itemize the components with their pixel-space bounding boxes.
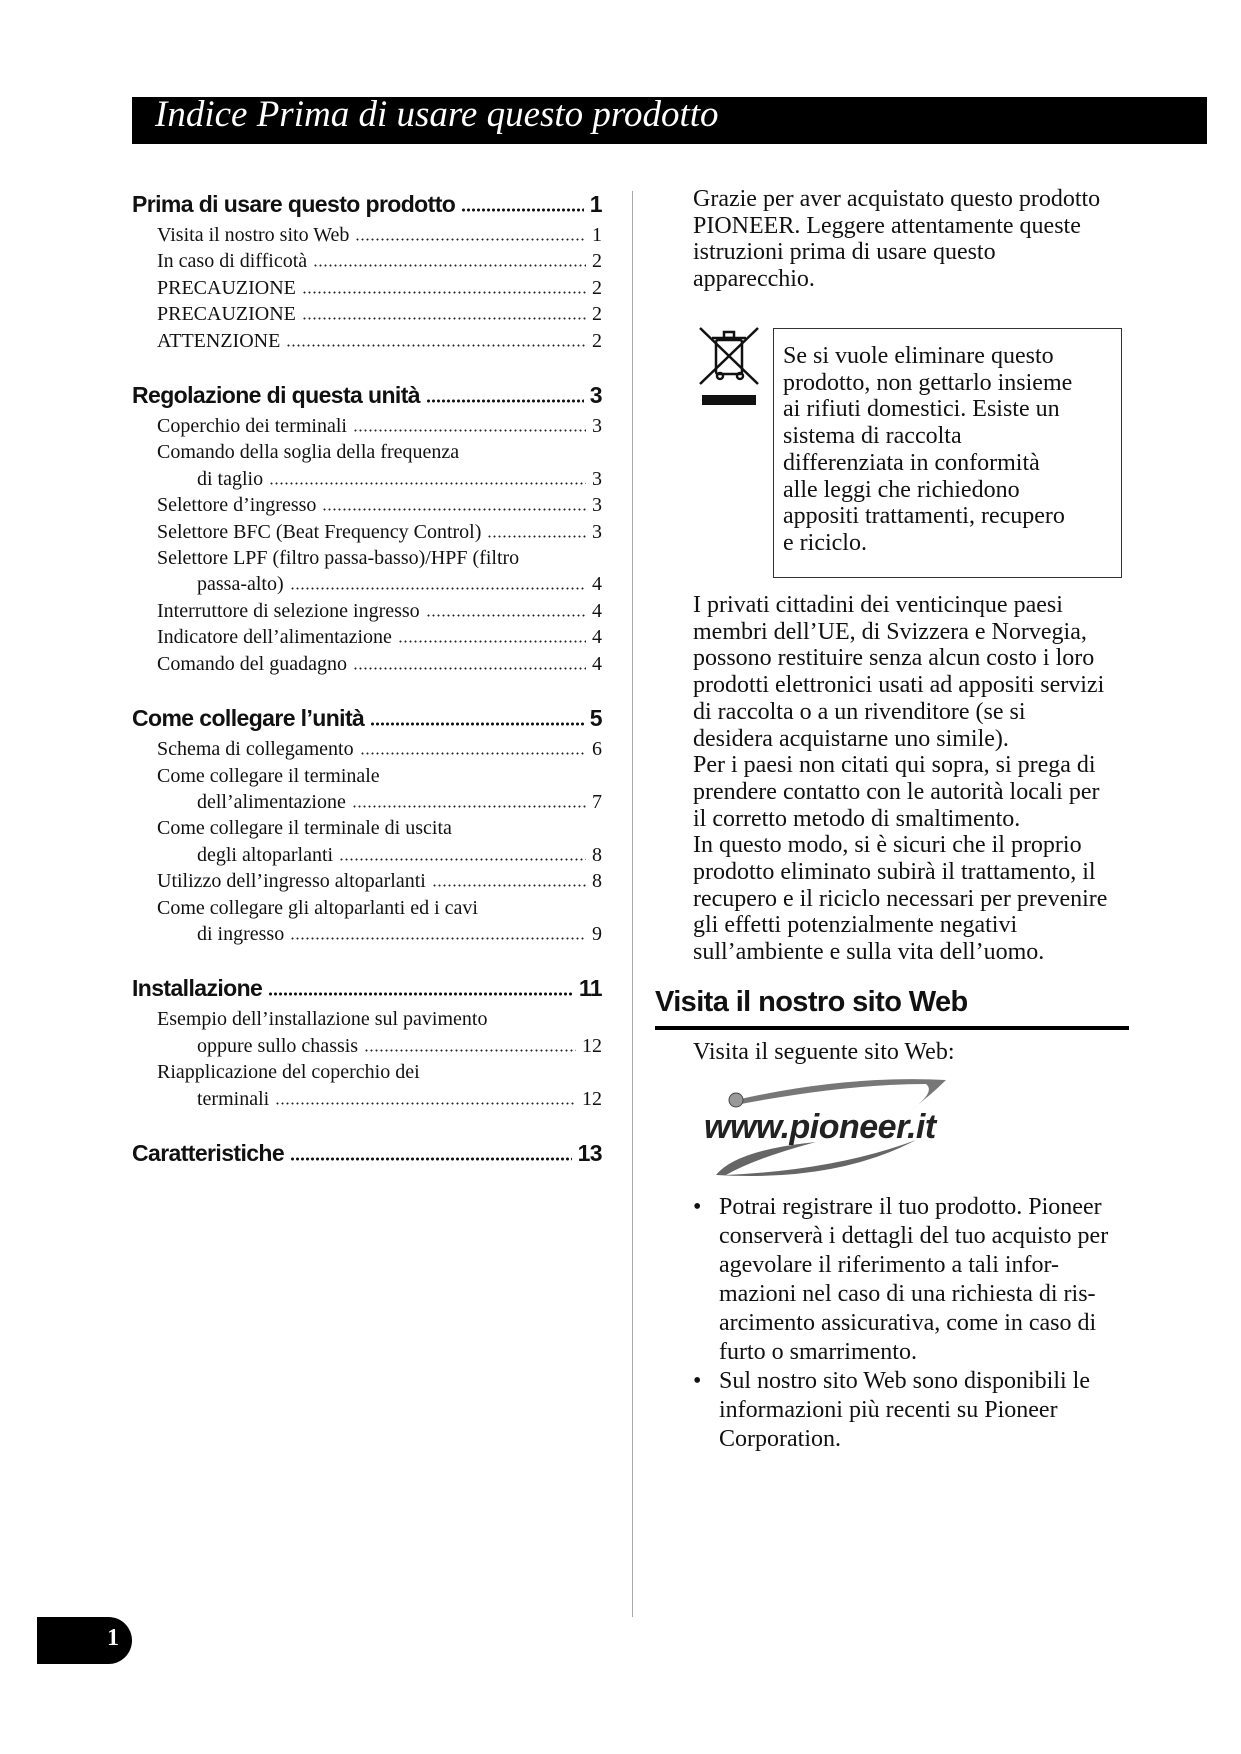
list-item <box>693 1367 1108 1454</box>
website-benefits-list <box>693 1193 1108 1454</box>
toc-entry[interactable] <box>132 763 602 789</box>
text-line: PIONEER. Leggere attentamente queste <box>693 212 1081 239</box>
text-line: alle leggi che richiedono <box>783 476 1020 503</box>
toc-page-number: 5 <box>589 705 602 732</box>
toc-page-number: 3 <box>592 494 602 517</box>
toc-page-number: 2 <box>592 250 602 273</box>
toc-entry-text: Selettore d’ingresso <box>157 494 317 517</box>
text-line: prodotto eliminato subirà il trattamento, il <box>693 859 1096 886</box>
toc-entry[interactable] <box>132 921 602 947</box>
bullet-icon: • <box>693 1368 702 1394</box>
text-line: arcimento assicurativa, come in caso di <box>719 1310 1097 1336</box>
toc-entry[interactable] <box>132 571 602 597</box>
text-line: apparecchio. <box>693 266 815 293</box>
dot-leader <box>322 508 586 511</box>
text-line: Sul nostro sito Web sono disponibili le <box>719 1368 1090 1394</box>
toc-entry-text: Come collegare il terminale di uscita <box>157 817 452 840</box>
toc-entry-text: PRECAUZIONE <box>157 303 296 326</box>
dot-leader <box>302 317 586 320</box>
dot-leader <box>364 1049 576 1052</box>
toc-entry-text: In caso di difficotà <box>157 250 308 273</box>
toc-entry-text: Indicatore dell’alimentazione <box>157 626 392 649</box>
toc-entry-text: Schema di collegamento <box>157 738 354 761</box>
toc-page-number: 4 <box>592 652 602 675</box>
dot-leader <box>339 858 586 861</box>
toc-page-number: 4 <box>592 626 602 649</box>
text-line: Grazie per aver acquistato questo prodotto <box>693 186 1101 212</box>
text-line: Corporation. <box>719 1426 841 1452</box>
dot-leader <box>290 937 586 940</box>
toc-section-heading[interactable] <box>132 186 602 222</box>
text-line: sistema di raccolta <box>783 423 962 450</box>
toc-entry[interactable] <box>132 545 602 571</box>
dot-leader <box>432 884 586 887</box>
pioneer-website-logo[interactable] <box>696 1070 976 1185</box>
toc-entry[interactable] <box>132 1086 602 1112</box>
dot-leader <box>461 208 584 212</box>
text-line: informazioni più recenti su Pioneer <box>719 1397 1058 1423</box>
text-line: agevolare il riferimento a tali infor- <box>719 1252 1060 1278</box>
toc-entry-text: oppure sullo chassis <box>197 1034 359 1057</box>
heading-underline <box>655 1026 1129 1030</box>
dot-leader <box>353 429 586 432</box>
toc-entry[interactable] <box>132 815 602 841</box>
toc-entry-text: di ingresso <box>197 922 285 945</box>
text-line: membri dell’UE, di Svizzera e Norvegia, <box>693 618 1087 645</box>
toc-entry-text: dell’alimentazione <box>197 790 346 813</box>
toc-page-number: 1 <box>592 224 602 246</box>
toc-page-number: 1 <box>589 191 602 217</box>
column-divider <box>632 191 633 1617</box>
toc-page-number: 12 <box>582 1087 602 1110</box>
intro-paragraph <box>693 186 1100 293</box>
toc-entry[interactable] <box>132 519 602 545</box>
toc-page-number: 2 <box>592 329 602 352</box>
dot-leader <box>426 399 584 403</box>
dot-leader <box>360 752 586 755</box>
toc-entry[interactable] <box>132 466 602 492</box>
dot-leader <box>352 805 586 808</box>
text-line: prodotti elettronici usati ad appositi servizi <box>693 672 1105 699</box>
text-line: di raccolta o a un rivenditore (se si <box>693 698 1026 725</box>
toc-page-number: 2 <box>592 303 602 326</box>
toc-entry-text: ATTENZIONE <box>157 329 281 352</box>
dot-leader <box>487 535 586 538</box>
disposal-notice-text <box>783 343 1072 557</box>
weee-crossed-bin-icon <box>696 326 762 406</box>
toc-page-number: 9 <box>592 922 602 945</box>
text-line: prodotto, non gettarlo insieme <box>783 369 1073 396</box>
dot-leader <box>290 587 586 590</box>
text-line: I privati cittadini dei venticinque paesi <box>693 592 1063 618</box>
text-line: differenziata in conformità <box>783 449 1040 476</box>
list-item <box>693 1193 1108 1367</box>
toc-entry-text: degli altoparlanti <box>197 843 334 866</box>
toc-entry[interactable] <box>132 439 602 465</box>
text-line: prendere contatto con le autorità locali per <box>693 778 1100 805</box>
text-line: Per i paesi non citati qui sopra, si prega di <box>693 752 1096 779</box>
text-line: desidera acquistarne uno simile). <box>693 725 1009 752</box>
toc-section-title: Prima di usare questo prodotto <box>132 191 456 217</box>
dot-leader <box>398 640 586 643</box>
text-line: appositi trattamenti, recupero <box>783 503 1065 530</box>
text-line: istruzioni prima di usare questo <box>693 239 996 266</box>
text-line: gli effetti potenzialmente negativi <box>693 912 1018 939</box>
dot-leader <box>353 667 586 670</box>
toc-entry[interactable] <box>132 413 602 439</box>
dot-leader <box>370 722 584 726</box>
dot-leader <box>355 238 586 241</box>
toc-entry[interactable] <box>132 624 602 650</box>
toc-entry-text: Selettore LPF (filtro passa-basso)/HPF (filtro <box>157 547 520 570</box>
toc-section-title: Regolazione di questa unità <box>132 382 420 409</box>
toc-entry-text: Utilizzo dell’ingresso altoparlanti <box>157 870 426 893</box>
toc-entry[interactable] <box>132 598 602 624</box>
dot-leader <box>302 291 586 294</box>
toc-page-number: 8 <box>592 870 602 893</box>
toc-entry-text: di taglio <box>197 467 264 490</box>
toc-entry[interactable] <box>132 789 602 815</box>
logo-text: www.pioneer.it <box>704 1108 936 1146</box>
text-line: recupero e il riciclo necessari per prevenire <box>693 885 1108 912</box>
text-line: Se si vuole eliminare questo <box>783 343 1054 369</box>
toc-page-number: 2 <box>592 276 602 299</box>
toc-entry[interactable] <box>132 736 602 762</box>
toc-entry-text: Visita il nostro sito Web <box>157 224 350 246</box>
toc-entry[interactable] <box>132 492 602 518</box>
toc-section-heading[interactable] <box>132 970 602 1006</box>
toc-page-number: 3 <box>592 415 602 438</box>
toc-entry[interactable] <box>132 1006 602 1032</box>
toc-entry[interactable] <box>132 275 602 301</box>
dot-leader <box>286 344 586 347</box>
toc-page-number: 8 <box>592 843 602 866</box>
toc-entry[interactable] <box>132 301 602 327</box>
dot-leader <box>268 992 573 996</box>
text-line: conserverà i dettagli del tuo acquisto per <box>719 1223 1109 1249</box>
toc-page-number: 13 <box>577 1139 602 1166</box>
toc-entry[interactable] <box>132 651 602 677</box>
header-bar-right <box>655 97 1207 144</box>
text-line: In questo modo, si è sicuri che il proprio <box>693 832 1082 859</box>
toc-entry-text: passa-alto) <box>197 573 284 596</box>
text-line: e riciclo. <box>783 529 867 556</box>
toc-section-heading[interactable] <box>132 700 602 736</box>
toc-page-number: 4 <box>592 573 602 596</box>
toc-section-title: Installazione <box>132 975 263 1002</box>
website-heading: Visita il nostro sito Web <box>655 986 968 1018</box>
toc-page-number: 3 <box>592 467 602 490</box>
toc-section-title: Caratteristiche <box>132 1139 285 1166</box>
toc-entry-text: Come collegare gli altoparlanti ed i cavi <box>157 896 478 919</box>
text-line: possono restituire senza alcun costo i loro <box>693 645 1095 672</box>
toc-entry-text: Comando della soglia della frequenza <box>157 441 460 464</box>
toc-entry-text: Selettore BFC (Beat Frequency Control) <box>157 520 482 543</box>
dot-leader <box>275 1102 576 1105</box>
toc-entry-text: Esempio dell’installazione sul pavimento <box>157 1008 488 1031</box>
toc-entry-text: Come collegare il terminale <box>157 764 380 787</box>
text-line: mazioni nel caso di una richiesta di ris- <box>719 1281 1096 1307</box>
toc-entry[interactable] <box>132 248 602 274</box>
toc-page-number: 7 <box>592 790 602 813</box>
toc-entry[interactable] <box>132 328 602 354</box>
toc-entry[interactable] <box>132 895 602 921</box>
toc-entry[interactable] <box>132 1059 602 1085</box>
dot-leader <box>426 614 586 617</box>
toc-entry-text: PRECAUZIONE <box>157 276 296 299</box>
toc-entry[interactable] <box>132 1033 602 1059</box>
toc-entry-text: Interruttore di selezione ingresso <box>157 599 420 622</box>
text-line: Potrai registrare il tuo prodotto. Pioneer <box>719 1194 1102 1220</box>
table-of-contents <box>132 186 602 1171</box>
page-title: Indice Prima di usare questo prodotto <box>155 94 719 135</box>
text-line: il corretto metodo di smaltimento. <box>693 805 1021 832</box>
toc-entry[interactable] <box>132 842 602 868</box>
toc-page-number: 12 <box>582 1034 602 1057</box>
dot-leader <box>290 1157 572 1161</box>
page-number: 1 <box>107 1625 119 1651</box>
toc-entry-text: terminali <box>197 1087 270 1110</box>
toc-section-heading[interactable] <box>132 377 602 413</box>
toc-page-number: 6 <box>592 738 602 761</box>
text-line: furto o smarrimento. <box>719 1339 917 1365</box>
toc-entry-text: Riapplicazione del coperchio dei <box>157 1061 420 1084</box>
website-intro: Visita il seguente sito Web: <box>693 1039 955 1065</box>
toc-section-title: Come collegare l’unità <box>132 705 365 732</box>
toc-page-number: 11 <box>578 975 602 1002</box>
toc-entry[interactable] <box>132 222 602 248</box>
disposal-paragraph <box>693 592 1107 966</box>
toc-entry-text: Comando del guadagno <box>157 652 347 675</box>
text-line: ai rifiuti domestici. Esiste un <box>783 396 1060 423</box>
toc-page-number: 3 <box>592 520 602 543</box>
toc-page-number: 3 <box>589 382 602 409</box>
toc-entry[interactable] <box>132 868 602 894</box>
toc-page-number: 4 <box>592 599 602 622</box>
bullet-icon: • <box>693 1194 702 1220</box>
text-line: sull’ambiente e sulla vita dell’uomo. <box>693 939 1045 966</box>
page-number-tab <box>37 1617 132 1664</box>
toc-section-heading[interactable] <box>132 1135 602 1171</box>
toc-entry-text: Coperchio dei terminali <box>157 415 347 438</box>
dot-leader <box>313 264 586 267</box>
dot-leader <box>269 482 586 485</box>
